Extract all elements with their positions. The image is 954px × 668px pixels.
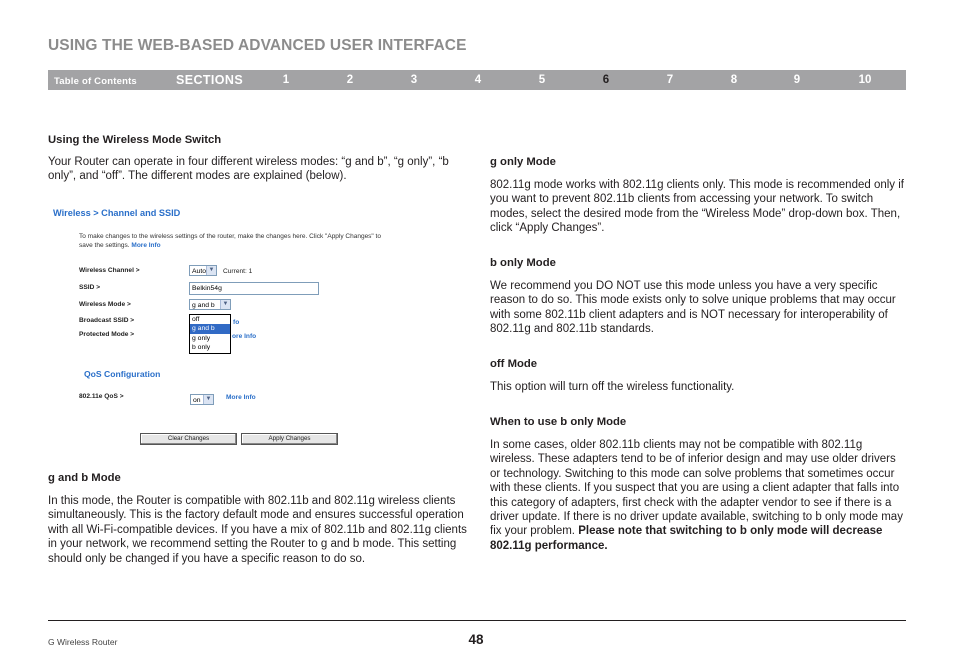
section-link-4[interactable]: 4 bbox=[474, 74, 482, 86]
section-link-7[interactable]: 7 bbox=[666, 74, 674, 86]
page-number: 48 bbox=[468, 632, 484, 647]
table-of-contents-link[interactable]: Table of Contents bbox=[54, 76, 137, 87]
wireless-channel-label: Wireless Channel > bbox=[79, 267, 140, 274]
current-channel: Current: 1 bbox=[223, 268, 253, 275]
off-mode-heading: off Mode bbox=[490, 358, 538, 370]
sections-label: SECTIONS bbox=[176, 73, 244, 87]
clear-changes-button[interactable]: Clear Changes bbox=[140, 433, 237, 445]
performance-warning: Please note that switching to b only mode will decrease 802.11g performance. bbox=[490, 525, 883, 552]
section-link-9[interactable]: 9 bbox=[793, 74, 801, 86]
screenshot-more-info-link[interactable]: More Info bbox=[131, 241, 161, 249]
ssid-input[interactable] bbox=[189, 282, 319, 295]
wireless-mode-label: Wireless Mode > bbox=[79, 301, 131, 308]
dropdown-option-b-only[interactable]: b only bbox=[192, 344, 211, 352]
wireless-mode-dropdown-list bbox=[189, 314, 231, 354]
protected-more-info-link[interactable]: ore Info bbox=[232, 333, 257, 340]
dropdown-option-off[interactable]: off bbox=[192, 316, 200, 323]
section-link-3[interactable]: 3 bbox=[410, 74, 418, 86]
dropdown-option-g-only[interactable]: g only bbox=[192, 334, 211, 342]
page-header-title: USING THE WEB-BASED ADVANCED USER INTERFACE bbox=[48, 37, 467, 54]
wireless-mode-select[interactable] bbox=[189, 299, 231, 310]
footer-divider bbox=[48, 620, 906, 621]
chevron-down-icon: ▼ bbox=[220, 300, 230, 309]
footer-product-name: G Wireless Router bbox=[48, 637, 118, 647]
g-and-b-mode-heading: g and b Mode bbox=[48, 472, 121, 484]
wireless-channel-select[interactable] bbox=[189, 265, 217, 276]
chevron-down-icon: ▼ bbox=[203, 395, 213, 404]
qos-select[interactable] bbox=[190, 394, 214, 405]
section-link-2[interactable]: 2 bbox=[346, 74, 354, 86]
screenshot-title: Wireless > Channel and SSID bbox=[53, 208, 181, 218]
wireless-channel-value: Auto bbox=[192, 268, 206, 275]
b-only-mode-heading: b only Mode bbox=[490, 257, 556, 269]
when-to-use-b-only-text bbox=[490, 438, 908, 553]
when-to-use-b-only-heading: When to use b only Mode bbox=[490, 416, 627, 428]
section-nav-bar bbox=[48, 70, 906, 90]
wireless-mode-intro: Your Router can operate in four different wireless modes: “g and b”, “g only”, “b only”, and “off”. The different modes are explained (below). bbox=[48, 156, 449, 183]
section-link-1[interactable]: 1 bbox=[282, 74, 290, 86]
wireless-mode-switch-heading: Using the Wireless Mode Switch bbox=[48, 134, 222, 146]
ssid-value: Belkin54g bbox=[192, 285, 222, 292]
g-and-b-mode-text: In this mode, the Router is compatible with 802.11b and 802.11g wireless clients simultaneously. This is the factory default mode and ensures successful operation with all Wi-Fi-compatible devices. If you have a mix of 802.11b and 802.11g clients in your network, we recommend setting the Router to g and b mode. This setting should only be changed if you have a specific reason to do so. bbox=[48, 495, 467, 565]
qos-configuration-title: QoS Configuration bbox=[84, 369, 161, 379]
broadcast-ssid-label: Broadcast SSID > bbox=[79, 317, 135, 324]
qos-label: 802.11e QoS > bbox=[79, 393, 124, 400]
g-only-mode-text: 802.11g mode works with 802.11g clients only. This mode is recommended only if you want to prevent 802.11b clients from accessing your network. To switch modes, select the desired mode from the “Wireless Mode” drop-down box. Then, click “Apply Changes”. bbox=[490, 179, 904, 235]
broadcast-more-info-link[interactable]: fo bbox=[233, 319, 240, 326]
g-only-mode-heading: g only Mode bbox=[490, 156, 556, 168]
chevron-down-icon: ▼ bbox=[206, 266, 216, 275]
router-settings-screenshot bbox=[48, 200, 381, 456]
qos-more-info-link[interactable]: More Info bbox=[226, 394, 256, 401]
screenshot-intro bbox=[79, 233, 389, 250]
section-link-5[interactable]: 5 bbox=[538, 74, 546, 86]
screenshot-intro-text: To make changes to the wireless settings of the router, make the changes here. Click "Apply Changes" to save the settings. bbox=[79, 233, 381, 249]
protected-mode-label: Protected Mode > bbox=[79, 331, 135, 338]
off-mode-text: This option will turn off the wireless functionality. bbox=[490, 381, 735, 393]
qos-value: on bbox=[193, 397, 201, 404]
when-to-use-body: In some cases, older 802.11b clients may not be compatible with 802.11g wireless. These adapters tend to be of inferior design and may use older drivers or technology. Switching to this mode can solve problems that sometimes occur with these clients. If you suspect that you are using a client adapter that falls into this category of adapters, first check with the adapter vendor to see if there is a driver update. If there is no driver update available, switching to b only mode may fix your problem. bbox=[490, 439, 903, 538]
section-link-8[interactable]: 8 bbox=[730, 74, 738, 86]
ssid-label: SSID > bbox=[79, 284, 101, 291]
section-link-6[interactable]: 6 bbox=[602, 74, 610, 86]
apply-changes-button[interactable]: Apply Changes bbox=[241, 433, 338, 445]
wireless-mode-value: g and b bbox=[192, 302, 215, 309]
b-only-mode-text: We recommend you DO NOT use this mode unless you have a very specific reason to do so. This mode exists only to solve unique problems that may occur with some 802.11b client adapters and is NOT necessary for interoperability of 802.11g and 802.11b standards. bbox=[490, 280, 896, 336]
dropdown-option-g-and-b[interactable]: g and b bbox=[190, 324, 230, 333]
section-link-10[interactable]: 10 bbox=[858, 74, 872, 86]
